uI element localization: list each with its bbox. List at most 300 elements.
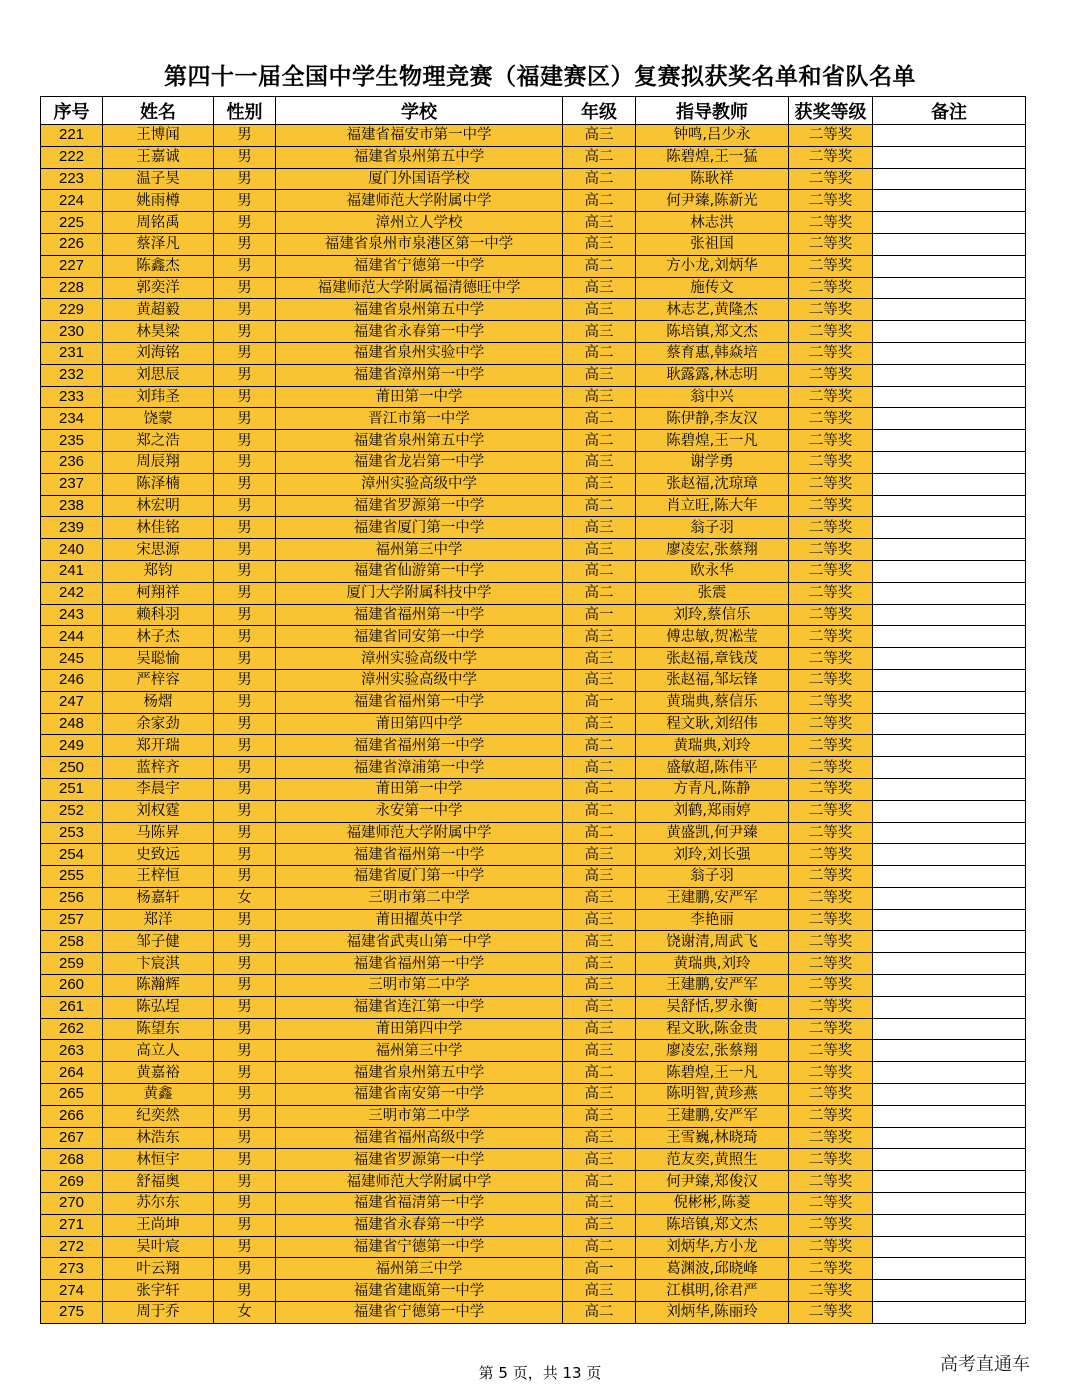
grade-cell: 高二 — [563, 1302, 636, 1324]
school-cell: 福建省南安第一中学 — [276, 1084, 563, 1106]
name-cell: 余家劲 — [103, 713, 214, 735]
award-cell: 二等奖 — [789, 233, 873, 255]
award-cell: 二等奖 — [789, 451, 873, 473]
gender-cell: 男 — [214, 1127, 276, 1149]
school-cell: 福建省福清第一中学 — [276, 1193, 563, 1215]
award-table — [40, 96, 1026, 1324]
teacher-cell: 林志洪 — [636, 212, 789, 234]
teacher-cell: 李艳丽 — [636, 909, 789, 931]
teacher-cell: 钟鸣,吕少永 — [636, 125, 789, 147]
teacher-cell: 吴舒恬,罗永衡 — [636, 996, 789, 1018]
header-grade: 年级 — [563, 97, 636, 125]
award-cell: 二等奖 — [789, 844, 873, 866]
remark-cell — [873, 560, 1026, 582]
index-cell: 222 — [41, 146, 103, 168]
index-cell: 250 — [41, 757, 103, 779]
remark-cell — [873, 1127, 1026, 1149]
gender-cell: 男 — [214, 713, 276, 735]
remark-cell — [873, 931, 1026, 953]
grade-cell: 高二 — [563, 778, 636, 800]
award-cell: 二等奖 — [789, 757, 873, 779]
gender-cell: 女 — [214, 887, 276, 909]
gender-cell: 男 — [214, 757, 276, 779]
school-cell: 福建省福州高级中学 — [276, 1127, 563, 1149]
award-cell: 二等奖 — [789, 255, 873, 277]
index-cell: 249 — [41, 735, 103, 757]
page-title: 第四十一届全国中学生物理竞赛（福建赛区）复赛拟获奖名单和省队名单 — [164, 64, 916, 90]
remark-cell — [873, 1214, 1026, 1236]
table-row — [41, 451, 1026, 473]
name-cell: 陈鑫杰 — [103, 255, 214, 277]
remark-cell — [873, 125, 1026, 147]
teacher-cell: 倪彬彬,陈菱 — [636, 1193, 789, 1215]
teacher-cell: 陈伊静,李友汉 — [636, 408, 789, 430]
name-cell: 严梓容 — [103, 669, 214, 691]
name-cell: 郑洋 — [103, 909, 214, 931]
remark-cell — [873, 473, 1026, 495]
award-cell: 二等奖 — [789, 364, 873, 386]
name-cell: 周辰翔 — [103, 451, 214, 473]
gender-cell: 男 — [214, 408, 276, 430]
grade-cell: 高三 — [563, 1127, 636, 1149]
remark-cell — [873, 800, 1026, 822]
index-cell: 238 — [41, 495, 103, 517]
remark-cell — [873, 648, 1026, 670]
index-cell: 224 — [41, 190, 103, 212]
teacher-cell: 方青凡,陈静 — [636, 778, 789, 800]
school-cell: 福建省福州第一中学 — [276, 691, 563, 713]
grade-cell: 高三 — [563, 1193, 636, 1215]
table-row — [41, 146, 1026, 168]
gender-cell: 男 — [214, 822, 276, 844]
name-cell: 舒福奥 — [103, 1171, 214, 1193]
table-row — [41, 1280, 1026, 1302]
index-cell: 244 — [41, 626, 103, 648]
table-row — [41, 299, 1026, 321]
remark-cell — [873, 495, 1026, 517]
award-cell: 二等奖 — [789, 1280, 873, 1302]
index-cell: 275 — [41, 1302, 103, 1324]
header-gender: 性别 — [214, 97, 276, 125]
table-row — [41, 866, 1026, 888]
grade-cell: 高三 — [563, 1084, 636, 1106]
table-row — [41, 1149, 1026, 1171]
teacher-cell: 王雪巍,林晓琦 — [636, 1127, 789, 1149]
award-cell: 二等奖 — [789, 321, 873, 343]
table-row — [41, 822, 1026, 844]
name-cell: 郑之浩 — [103, 430, 214, 452]
name-cell: 刘海铭 — [103, 342, 214, 364]
award-cell: 二等奖 — [789, 822, 873, 844]
remark-cell — [873, 975, 1026, 997]
index-cell: 252 — [41, 800, 103, 822]
teacher-cell: 盛敏超,陈伟平 — [636, 757, 789, 779]
school-cell: 莆田擢英中学 — [276, 909, 563, 931]
teacher-cell: 王建鹏,安严军 — [636, 1105, 789, 1127]
index-cell: 269 — [41, 1171, 103, 1193]
teacher-cell: 黄瑞典,蔡信乐 — [636, 691, 789, 713]
name-cell: 蓝梓齐 — [103, 757, 214, 779]
name-cell: 叶云翔 — [103, 1258, 214, 1280]
table-header-row — [41, 97, 1026, 125]
table-row — [41, 1062, 1026, 1084]
grade-cell: 高三 — [563, 648, 636, 670]
remark-cell — [873, 321, 1026, 343]
award-cell: 二等奖 — [789, 866, 873, 888]
grade-cell: 高三 — [563, 713, 636, 735]
award-cell: 二等奖 — [789, 931, 873, 953]
index-cell: 270 — [41, 1193, 103, 1215]
remark-cell — [873, 604, 1026, 626]
index-cell: 227 — [41, 255, 103, 277]
award-cell: 二等奖 — [789, 887, 873, 909]
grade-cell: 高二 — [563, 255, 636, 277]
grade-cell: 高一 — [563, 604, 636, 626]
teacher-cell: 程文耿,刘绍伟 — [636, 713, 789, 735]
name-cell: 王梓恒 — [103, 866, 214, 888]
name-cell: 马陈昇 — [103, 822, 214, 844]
award-cell: 二等奖 — [789, 299, 873, 321]
school-cell: 三明市第二中学 — [276, 1105, 563, 1127]
grade-cell: 高三 — [563, 539, 636, 561]
grade-cell: 高三 — [563, 909, 636, 931]
index-cell: 246 — [41, 669, 103, 691]
school-cell: 福建省永春第一中学 — [276, 1214, 563, 1236]
name-cell: 陈泽楠 — [103, 473, 214, 495]
name-cell: 李晨宇 — [103, 778, 214, 800]
school-cell: 福建省厦门第一中学 — [276, 517, 563, 539]
index-cell: 242 — [41, 582, 103, 604]
name-cell: 卞宸淇 — [103, 953, 214, 975]
teacher-cell: 黄瑞典,刘玲 — [636, 735, 789, 757]
table-row — [41, 975, 1026, 997]
gender-cell: 男 — [214, 146, 276, 168]
award-cell: 二等奖 — [789, 560, 873, 582]
index-cell: 264 — [41, 1062, 103, 1084]
gender-cell: 男 — [214, 669, 276, 691]
remark-cell — [873, 1084, 1026, 1106]
award-cell: 二等奖 — [789, 582, 873, 604]
award-cell: 二等奖 — [789, 495, 873, 517]
grade-cell: 高三 — [563, 931, 636, 953]
index-cell: 240 — [41, 539, 103, 561]
teacher-cell: 陈碧煌,王一凡 — [636, 1062, 789, 1084]
table-row — [41, 255, 1026, 277]
index-cell: 254 — [41, 844, 103, 866]
gender-cell: 男 — [214, 517, 276, 539]
remark-cell — [873, 778, 1026, 800]
page-footer: 第 5 页，共 13 页 — [478, 1364, 602, 1382]
teacher-cell: 张祖国 — [636, 233, 789, 255]
school-cell: 福建省罗源第一中学 — [276, 495, 563, 517]
name-cell: 史致远 — [103, 844, 214, 866]
school-cell: 福建师范大学附属中学 — [276, 190, 563, 212]
teacher-cell: 陈碧煌,王一猛 — [636, 146, 789, 168]
award-cell: 二等奖 — [789, 168, 873, 190]
school-cell: 福建师范大学附属中学 — [276, 1171, 563, 1193]
gender-cell: 男 — [214, 844, 276, 866]
remark-cell — [873, 822, 1026, 844]
school-cell: 晋江市第一中学 — [276, 408, 563, 430]
award-cell: 二等奖 — [789, 146, 873, 168]
name-cell: 蔡泽凡 — [103, 233, 214, 255]
gender-cell: 男 — [214, 1018, 276, 1040]
index-cell: 241 — [41, 560, 103, 582]
school-cell: 福建省泉州实验中学 — [276, 342, 563, 364]
name-cell: 杨熠 — [103, 691, 214, 713]
header-award: 获奖等级 — [789, 97, 873, 125]
remark-cell — [873, 517, 1026, 539]
header-index: 序号 — [41, 97, 103, 125]
award-cell: 二等奖 — [789, 953, 873, 975]
gender-cell: 男 — [214, 1280, 276, 1302]
award-cell: 二等奖 — [789, 713, 873, 735]
name-cell: 赖科羽 — [103, 604, 214, 626]
gender-cell: 男 — [214, 648, 276, 670]
teacher-cell: 肖立旺,陈大年 — [636, 495, 789, 517]
name-cell: 王尚坤 — [103, 1214, 214, 1236]
grade-cell: 高二 — [563, 495, 636, 517]
table-row — [41, 757, 1026, 779]
table-row — [41, 669, 1026, 691]
award-cell: 二等奖 — [789, 1084, 873, 1106]
teacher-cell: 黄瑞典,刘玲 — [636, 953, 789, 975]
gender-cell: 男 — [214, 735, 276, 757]
remark-cell — [873, 364, 1026, 386]
table-row — [41, 212, 1026, 234]
grade-cell: 高三 — [563, 1149, 636, 1171]
award-cell: 二等奖 — [789, 212, 873, 234]
remark-cell — [873, 539, 1026, 561]
table-row — [41, 1258, 1026, 1280]
school-cell: 厦门外国语学校 — [276, 168, 563, 190]
gender-cell: 男 — [214, 604, 276, 626]
grade-cell: 高二 — [563, 1062, 636, 1084]
remark-cell — [873, 146, 1026, 168]
school-cell: 福建省同安第一中学 — [276, 626, 563, 648]
award-cell: 二等奖 — [789, 735, 873, 757]
gender-cell: 女 — [214, 1302, 276, 1324]
gender-cell: 男 — [214, 1062, 276, 1084]
grade-cell: 高三 — [563, 364, 636, 386]
table-row — [41, 931, 1026, 953]
grade-cell: 高三 — [563, 866, 636, 888]
gender-cell: 男 — [214, 451, 276, 473]
teacher-cell: 王建鹏,安严军 — [636, 975, 789, 997]
name-cell: 林宏明 — [103, 495, 214, 517]
gender-cell: 男 — [214, 168, 276, 190]
school-cell: 福建省泉州第五中学 — [276, 430, 563, 452]
award-cell: 二等奖 — [789, 408, 873, 430]
award-cell: 二等奖 — [789, 1214, 873, 1236]
grade-cell: 高三 — [563, 1214, 636, 1236]
remark-cell — [873, 1105, 1026, 1127]
table-row — [41, 364, 1026, 386]
name-cell: 王嘉诚 — [103, 146, 214, 168]
school-cell: 福建省厦门第一中学 — [276, 866, 563, 888]
gender-cell: 男 — [214, 800, 276, 822]
award-cell: 二等奖 — [789, 1018, 873, 1040]
remark-cell — [873, 1236, 1026, 1258]
award-cell: 二等奖 — [789, 975, 873, 997]
school-cell: 莆田第四中学 — [276, 1018, 563, 1040]
grade-cell: 高三 — [563, 277, 636, 299]
grade-cell: 高三 — [563, 1105, 636, 1127]
grade-cell: 高三 — [563, 517, 636, 539]
grade-cell: 高三 — [563, 844, 636, 866]
school-cell: 莆田第一中学 — [276, 778, 563, 800]
award-cell: 二等奖 — [789, 909, 873, 931]
school-cell: 漳州立人学校 — [276, 212, 563, 234]
remark-cell — [873, 277, 1026, 299]
name-cell: 纪奕然 — [103, 1105, 214, 1127]
remark-cell — [873, 255, 1026, 277]
teacher-cell: 傅忠敏,贺凇莹 — [636, 626, 789, 648]
school-cell: 福建师范大学附属福清德旺中学 — [276, 277, 563, 299]
index-cell: 251 — [41, 778, 103, 800]
school-cell: 福州第三中学 — [276, 539, 563, 561]
table-row — [41, 648, 1026, 670]
index-cell: 245 — [41, 648, 103, 670]
teacher-cell: 刘炳华,陈丽玲 — [636, 1302, 789, 1324]
award-cell: 二等奖 — [789, 1040, 873, 1062]
school-cell: 福建省建瓯第一中学 — [276, 1280, 563, 1302]
table-row — [41, 430, 1026, 452]
remark-cell — [873, 451, 1026, 473]
teacher-cell: 饶谢清,周武飞 — [636, 931, 789, 953]
table-row — [41, 1105, 1026, 1127]
name-cell: 陈瀚辉 — [103, 975, 214, 997]
remark-cell — [873, 1018, 1026, 1040]
teacher-cell: 施传文 — [636, 277, 789, 299]
table-row — [41, 735, 1026, 757]
table-row — [41, 1214, 1026, 1236]
award-cell: 二等奖 — [789, 1062, 873, 1084]
index-cell: 267 — [41, 1127, 103, 1149]
remark-cell — [873, 735, 1026, 757]
name-cell: 宋思源 — [103, 539, 214, 561]
teacher-cell: 蔡育惠,韩焱培 — [636, 342, 789, 364]
gender-cell: 男 — [214, 190, 276, 212]
remark-cell — [873, 953, 1026, 975]
index-cell: 268 — [41, 1149, 103, 1171]
index-cell: 260 — [41, 975, 103, 997]
grade-cell: 高二 — [563, 757, 636, 779]
gender-cell: 男 — [214, 931, 276, 953]
school-cell: 莆田第一中学 — [276, 386, 563, 408]
gender-cell: 男 — [214, 1258, 276, 1280]
grade-cell: 高三 — [563, 975, 636, 997]
grade-cell: 高三 — [563, 1018, 636, 1040]
table-row — [41, 800, 1026, 822]
gender-cell: 男 — [214, 1105, 276, 1127]
school-cell: 福建省宁德第一中学 — [276, 255, 563, 277]
award-cell: 二等奖 — [789, 517, 873, 539]
name-cell: 黄鑫 — [103, 1084, 214, 1106]
index-cell: 239 — [41, 517, 103, 539]
grade-cell: 高三 — [563, 996, 636, 1018]
table-row — [41, 1018, 1026, 1040]
gender-cell: 男 — [214, 255, 276, 277]
gender-cell: 男 — [214, 866, 276, 888]
table-row — [41, 844, 1026, 866]
award-cell: 二等奖 — [789, 386, 873, 408]
grade-cell: 高二 — [563, 342, 636, 364]
index-cell: 248 — [41, 713, 103, 735]
grade-cell: 高二 — [563, 408, 636, 430]
table-row — [41, 996, 1026, 1018]
table-row — [41, 1302, 1026, 1324]
gender-cell: 男 — [214, 953, 276, 975]
index-cell: 257 — [41, 909, 103, 931]
teacher-cell: 刘炳华,方小龙 — [636, 1236, 789, 1258]
name-cell: 姚雨樽 — [103, 190, 214, 212]
grade-cell: 高三 — [563, 473, 636, 495]
teacher-cell: 翁子羽 — [636, 866, 789, 888]
teacher-cell: 黄盛凯,何尹臻 — [636, 822, 789, 844]
award-cell: 二等奖 — [789, 1193, 873, 1215]
gender-cell: 男 — [214, 778, 276, 800]
gender-cell: 男 — [214, 1214, 276, 1236]
teacher-cell: 翁子羽 — [636, 517, 789, 539]
teacher-cell: 张赵福,章钱茂 — [636, 648, 789, 670]
teacher-cell: 王建鹏,安严军 — [636, 887, 789, 909]
remark-cell — [873, 909, 1026, 931]
grade-cell: 高三 — [563, 1040, 636, 1062]
index-cell: 231 — [41, 342, 103, 364]
header-teacher: 指导教师 — [636, 97, 789, 125]
remark-cell — [873, 1302, 1026, 1324]
award-cell: 二等奖 — [789, 1171, 873, 1193]
table-row — [41, 473, 1026, 495]
name-cell: 刘玮圣 — [103, 386, 214, 408]
teacher-cell: 何尹臻,郑俊汉 — [636, 1171, 789, 1193]
watermark: 高考直通车 — [940, 1354, 1030, 1375]
grade-cell: 高三 — [563, 887, 636, 909]
index-cell: 261 — [41, 996, 103, 1018]
index-cell: 243 — [41, 604, 103, 626]
teacher-cell: 张震 — [636, 582, 789, 604]
gender-cell: 男 — [214, 975, 276, 997]
index-cell: 253 — [41, 822, 103, 844]
remark-cell — [873, 299, 1026, 321]
index-cell: 230 — [41, 321, 103, 343]
remark-cell — [873, 996, 1026, 1018]
teacher-cell: 陈耿祥 — [636, 168, 789, 190]
gender-cell: 男 — [214, 212, 276, 234]
index-cell: 223 — [41, 168, 103, 190]
gender-cell: 男 — [214, 321, 276, 343]
index-cell: 273 — [41, 1258, 103, 1280]
remark-cell — [873, 1171, 1026, 1193]
grade-cell: 高三 — [563, 233, 636, 255]
table-row — [41, 277, 1026, 299]
name-cell: 周铭禹 — [103, 212, 214, 234]
remark-cell — [873, 669, 1026, 691]
remark-cell — [873, 626, 1026, 648]
name-cell: 林佳铭 — [103, 517, 214, 539]
school-cell: 福建省漳州第一中学 — [276, 364, 563, 386]
award-cell: 二等奖 — [789, 669, 873, 691]
teacher-cell: 陈碧煌,王一凡 — [636, 430, 789, 452]
school-cell: 福州第三中学 — [276, 1258, 563, 1280]
table-row — [41, 321, 1026, 343]
award-cell: 二等奖 — [789, 1127, 873, 1149]
index-cell: 228 — [41, 277, 103, 299]
school-cell: 福建省武夷山第一中学 — [276, 931, 563, 953]
remark-cell — [873, 844, 1026, 866]
award-cell: 二等奖 — [789, 430, 873, 452]
